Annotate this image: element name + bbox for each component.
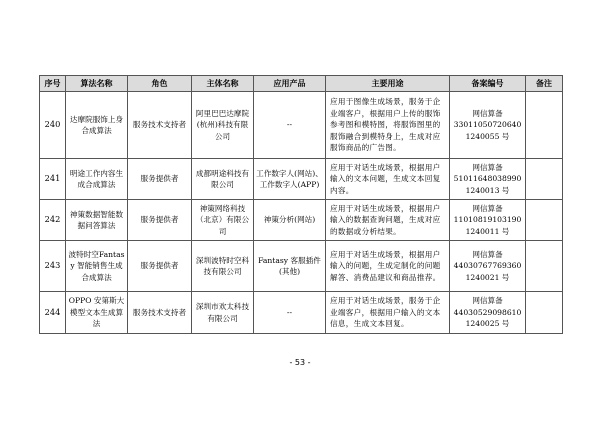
cell-purpose: 应用于对话生成场景，根据用户输入的问题，生成定制化的问题解答、消费品建议和商品推荐。 xyxy=(326,241,450,292)
record-no-code: 510116480389901240013 号 xyxy=(453,174,522,195)
cell-algorithm: 神策数据智能数据问答算法 xyxy=(66,200,128,241)
cell-role: 服务提供者 xyxy=(128,241,192,292)
product-type: (其他) xyxy=(278,267,301,276)
header-seq: 序号 xyxy=(40,76,66,92)
cell-entity: 神策网络科技（北京）有限公司 xyxy=(192,200,254,241)
record-no-prefix: 网信算备 xyxy=(472,108,503,118)
cell-record-no xyxy=(450,200,526,241)
header-record-no: 备案编号 xyxy=(450,76,526,92)
record-no-code: 330110507206401240055 号 xyxy=(453,120,522,141)
table-header-row xyxy=(40,76,563,92)
record-table-container xyxy=(39,75,562,334)
cell-note xyxy=(526,241,563,292)
record-no-code: 440305290986101240025 号 xyxy=(453,307,522,329)
table-row xyxy=(40,292,563,334)
cell-product: 神策分析(网站) xyxy=(254,200,326,241)
record-no-code: 440307677693601240021 号 xyxy=(453,261,522,282)
cell-seq: 241 xyxy=(40,159,66,200)
header-algorithm: 算法名称 xyxy=(66,76,128,92)
cell-entity: 成都明途科技有限公司 xyxy=(192,159,254,200)
cell-algorithm: 波特时空Fantasy 智能销售生成合成算法 xyxy=(66,241,128,292)
header-role: 角色 xyxy=(128,76,192,92)
table-row xyxy=(40,159,563,200)
header-product: 应用产品 xyxy=(254,76,326,92)
cell-purpose: 应用于对话生成场景，根据用户输入的数据查询问题，生成对应的数据或分析结果。 xyxy=(326,200,450,241)
cell-seq: 242 xyxy=(40,200,66,241)
cell-note xyxy=(526,292,563,334)
cell-product: 工作数字人(网站)、工作数字人(APP) xyxy=(254,159,326,200)
record-no-prefix: 网信算备 xyxy=(472,249,503,259)
cell-note xyxy=(526,200,563,241)
cell-purpose: 应用于对话生成场景，根据用户输入的文本问题，生成文本回复内容。 xyxy=(326,159,450,200)
record-no-prefix: 网信算备 xyxy=(472,162,503,172)
cell-algorithm: 达摩院服饰上身合成算法 xyxy=(66,92,128,159)
cell-product xyxy=(254,241,326,292)
cell-entity: 阿里巴巴达摩院(杭州)科技有限公司 xyxy=(192,92,254,159)
cell-purpose: 应用于对话生成场景，服务于企业端客户，根据用户输入的文本信息，生成文本回复。 xyxy=(326,292,450,334)
cell-record-no xyxy=(450,241,526,292)
cell-algorithm: OPPO 安第斯大模型文本生成算法 xyxy=(66,292,128,334)
record-no-prefix: 网信算备 xyxy=(472,203,503,213)
cell-record-no xyxy=(450,292,526,334)
cell-entity: 深圳波特时空科技有限公司 xyxy=(192,241,254,292)
cell-algorithm: 明途工作内容生成合成算法 xyxy=(66,159,128,200)
cell-role: 服务提供者 xyxy=(128,200,192,241)
cell-product: -- xyxy=(254,92,326,159)
cell-purpose: 应用于图像生成场景，服务于企业端客户，根据用户上传的服饰参考图和模特图，将服饰图里的服饰融合到模特身上，生成对应服饰商品的广告图。 xyxy=(326,92,450,159)
cell-seq: 240 xyxy=(40,92,66,159)
cell-role: 服务技术支持者 xyxy=(128,292,192,334)
table-row xyxy=(40,200,563,241)
product-name: Fantasy 客服插件 xyxy=(258,255,321,265)
cell-note xyxy=(526,159,563,200)
page-number: - 53 - xyxy=(289,358,311,367)
cell-role: 服务提供者 xyxy=(128,159,192,200)
algorithm-record-table xyxy=(39,75,563,334)
cell-seq: 244 xyxy=(40,292,66,334)
record-no-code: 110108191031901240011 号 xyxy=(453,215,522,236)
cell-record-no xyxy=(450,159,526,200)
table-row xyxy=(40,241,563,292)
header-purpose: 主要用途 xyxy=(326,76,450,92)
cell-role: 服务技术支持者 xyxy=(128,92,192,159)
header-entity: 主体名称 xyxy=(192,76,254,92)
table-row xyxy=(40,92,563,159)
cell-record-no xyxy=(450,92,526,159)
header-note: 备注 xyxy=(526,76,563,92)
cell-product: -- xyxy=(254,292,326,334)
cell-entity: 深圳市欢太科技有限公司 xyxy=(192,292,254,334)
cell-note xyxy=(526,92,563,159)
record-no-prefix: 网信算备 xyxy=(472,296,503,306)
cell-seq: 243 xyxy=(40,241,66,292)
